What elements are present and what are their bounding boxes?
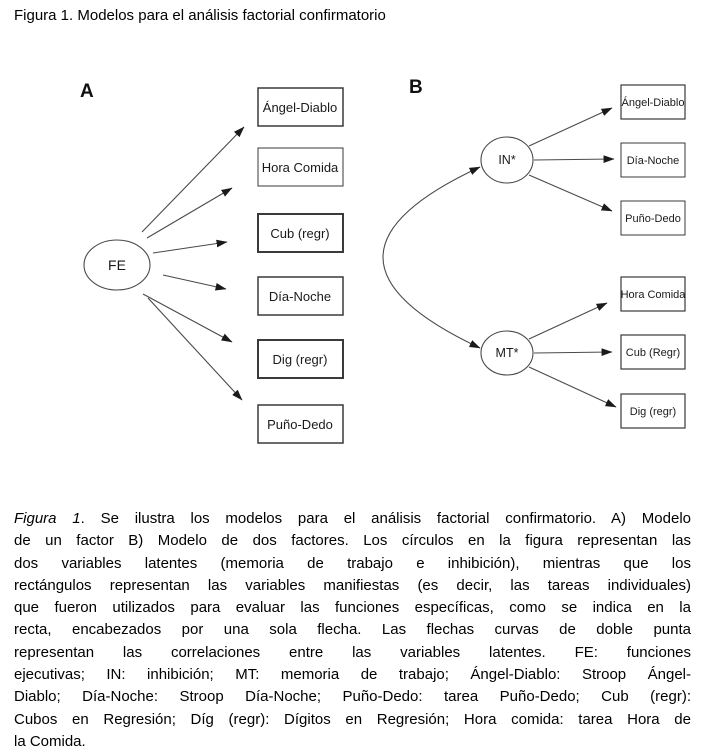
caption-line: representan las correlaciones entre las variables latentes. FE: funciones bbox=[14, 643, 691, 661]
caption-line: Diablo; Día-Noche: Stroop Día-Noche; Puño-Dedo: tarea Puño-Dedo; Cub (regr): bbox=[14, 688, 691, 706]
model-b-arrow-in-1 bbox=[529, 108, 612, 146]
model-a-arrow-5 bbox=[143, 294, 232, 342]
model-b-indicator-label-1: Ángel-Diablo bbox=[621, 97, 685, 109]
model-a-indicator-label-1: Ángel-Diablo bbox=[262, 100, 338, 115]
caption-figure-number: Figura 1 bbox=[14, 510, 81, 527]
model-b-panel-label: B bbox=[409, 77, 423, 98]
caption-line: Cubos en Regresión; Díg (regr): Dígitos en Regresión; Hora comida: tarea Hora de bbox=[14, 710, 691, 728]
caption-line: dos variables latentes (memoria de trabajo e inhibición), mientras que los bbox=[14, 554, 691, 572]
model-b-indicator-label-6: Dig (regr) bbox=[629, 406, 677, 418]
model-b-factor-label-mt: MT* bbox=[495, 346, 519, 360]
model-a-panel-label: A bbox=[80, 81, 94, 102]
model-a-arrow-3 bbox=[153, 242, 227, 253]
model-a-arrow-6 bbox=[148, 298, 242, 400]
model-a-arrow-1 bbox=[142, 127, 244, 232]
model-b-arrow-in-2 bbox=[534, 159, 614, 160]
model-b-indicator-label-3: Puño-Dedo bbox=[625, 213, 681, 225]
caption-line-last: la Comida. bbox=[14, 732, 86, 750]
model-a-indicator-label-5: Dig (regr) bbox=[272, 352, 328, 367]
caption-line: de un factor B) Modelo de dos factores. Los círculos en la figura representan las bbox=[14, 532, 691, 550]
model-a-factor-label: FE bbox=[108, 257, 126, 273]
figure-caption bbox=[14, 508, 691, 753]
model-b-arrow-in-3 bbox=[529, 175, 612, 211]
model-b-factor-label-in: IN* bbox=[498, 153, 516, 167]
caption-line bbox=[14, 508, 691, 530]
caption-line: rectángulos representan las variables manifiestas (es decir, las tareas individuales) bbox=[14, 576, 691, 594]
model-a-indicator-label-4: Día-Noche bbox=[268, 289, 332, 304]
model-b-arrow-mt-1 bbox=[529, 303, 607, 339]
model-b bbox=[383, 77, 686, 428]
model-a-arrow-4 bbox=[163, 275, 226, 289]
caption-line: que fueron utilizados para evaluar las funciones específicas, como se indica en la bbox=[14, 599, 691, 617]
model-a bbox=[80, 81, 343, 443]
model-a-indicator-label-3: Cub (regr) bbox=[270, 226, 330, 241]
model-b-indicator-label-5: Cub (Regr) bbox=[625, 347, 681, 359]
caption-line: ejecutivas; IN: inhibición; MT: memoria de trabajo; Ángel-Diablo: Stroop Ángel- bbox=[14, 666, 691, 684]
model-a-indicator-label-6: Puño-Dedo bbox=[267, 417, 333, 432]
model-a-indicator-label-2: Hora Comida bbox=[261, 160, 339, 175]
caption-line-1-text: . Se ilustra los modelos para el análisis factorial confirmatorio. A) Modelo bbox=[80, 510, 692, 527]
model-b-indicator-label-4: Hora Comida bbox=[620, 289, 686, 301]
model-b-correlation-arc bbox=[383, 167, 480, 348]
figure-title: Figura 1. Modelos para el análisis factorial confirmatorio bbox=[14, 7, 386, 24]
model-b-arrow-mt-3 bbox=[529, 367, 616, 407]
model-b-indicator-label-2: Día-Noche bbox=[626, 155, 680, 167]
caption-line: recta, encabezados por una sola flecha. Las flechas curvas de doble punta bbox=[14, 621, 691, 639]
model-b-arrow-mt-2 bbox=[534, 352, 612, 353]
